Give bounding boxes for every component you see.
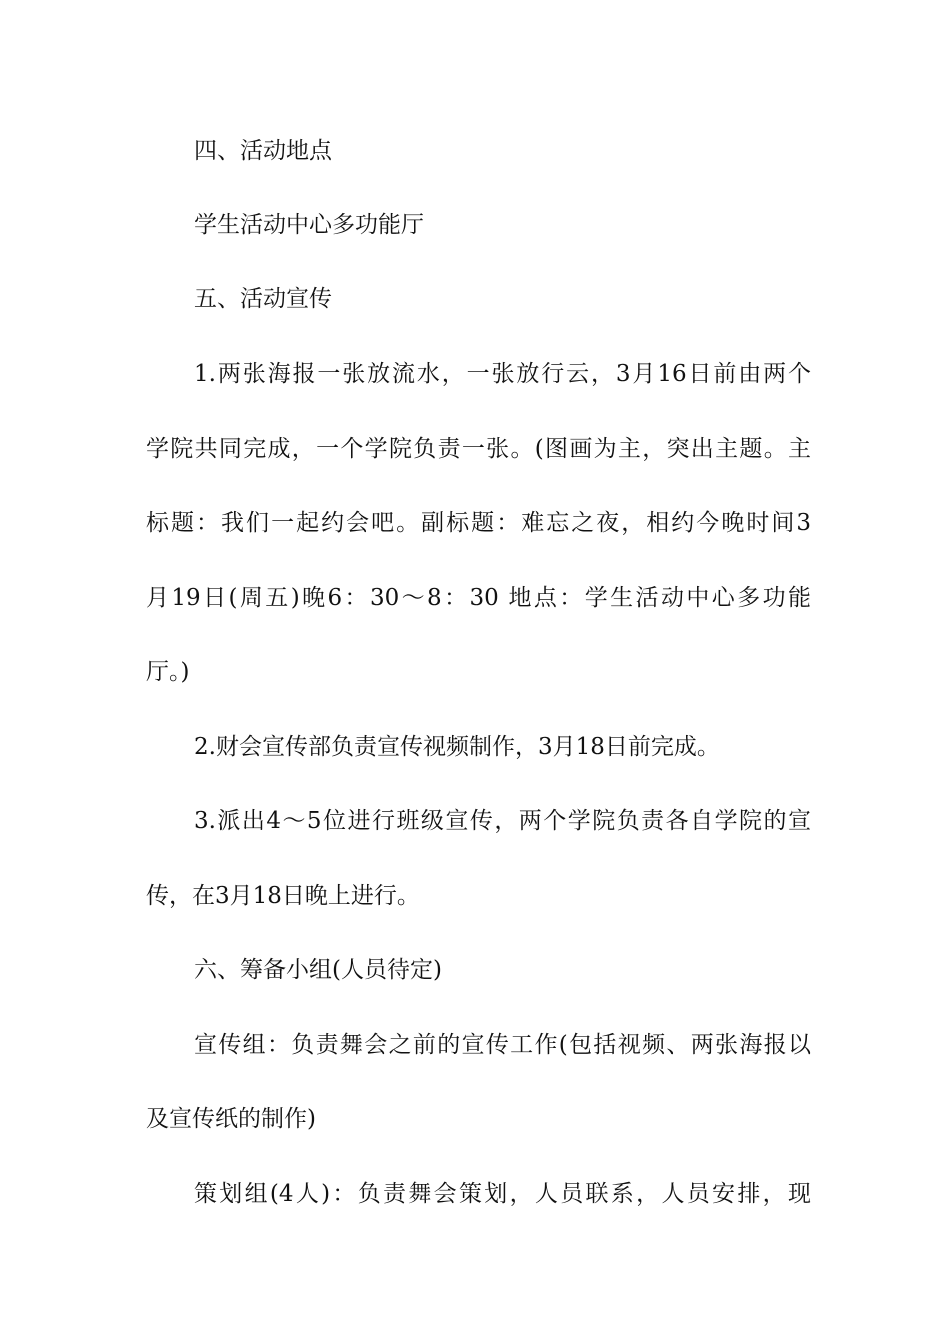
paragraph-line: 厅。)	[146, 659, 190, 685]
paragraph-line: 1.两张海报一张放流水，一张放行云，3月16日前由两个	[194, 361, 811, 387]
paragraph-line: 2.财会宣传部负责宣传视频制作，3月18日前完成。	[194, 734, 720, 760]
paragraph-line: 宣传组：负责舞会之前的宣传工作(包括视频、两张海报以	[194, 1032, 811, 1058]
paragraph-line: 学生活动中心多功能厅	[194, 212, 424, 238]
paragraph-line: 月19日(周五)晚6：30～8：30 地点：学生活动中心多功能	[146, 585, 811, 611]
section-heading-venue: 四、活动地点	[194, 138, 332, 164]
paragraph-line: 传，在3月18日晚上进行。	[146, 883, 420, 909]
section-heading-preparation-group: 六、筹备小组(人员待定)	[194, 957, 442, 983]
section-heading-publicity: 五、活动宣传	[194, 286, 332, 312]
paragraph-line: 学院共同完成，一个学院负责一张。(图画为主，突出主题。主	[146, 436, 811, 462]
paragraph-line: 3.派出4～5位进行班级宣传，两个学院负责各自学院的宣	[194, 808, 811, 834]
paragraph-line: 标题：我们一起约会吧。副标题：难忘之夜，相约今晚时间3	[146, 510, 811, 536]
paragraph-line: 策划组(4人)：负责舞会策划，人员联系，人员安排，现	[194, 1181, 811, 1207]
paragraph-line: 及宣传纸的制作)	[146, 1106, 316, 1132]
